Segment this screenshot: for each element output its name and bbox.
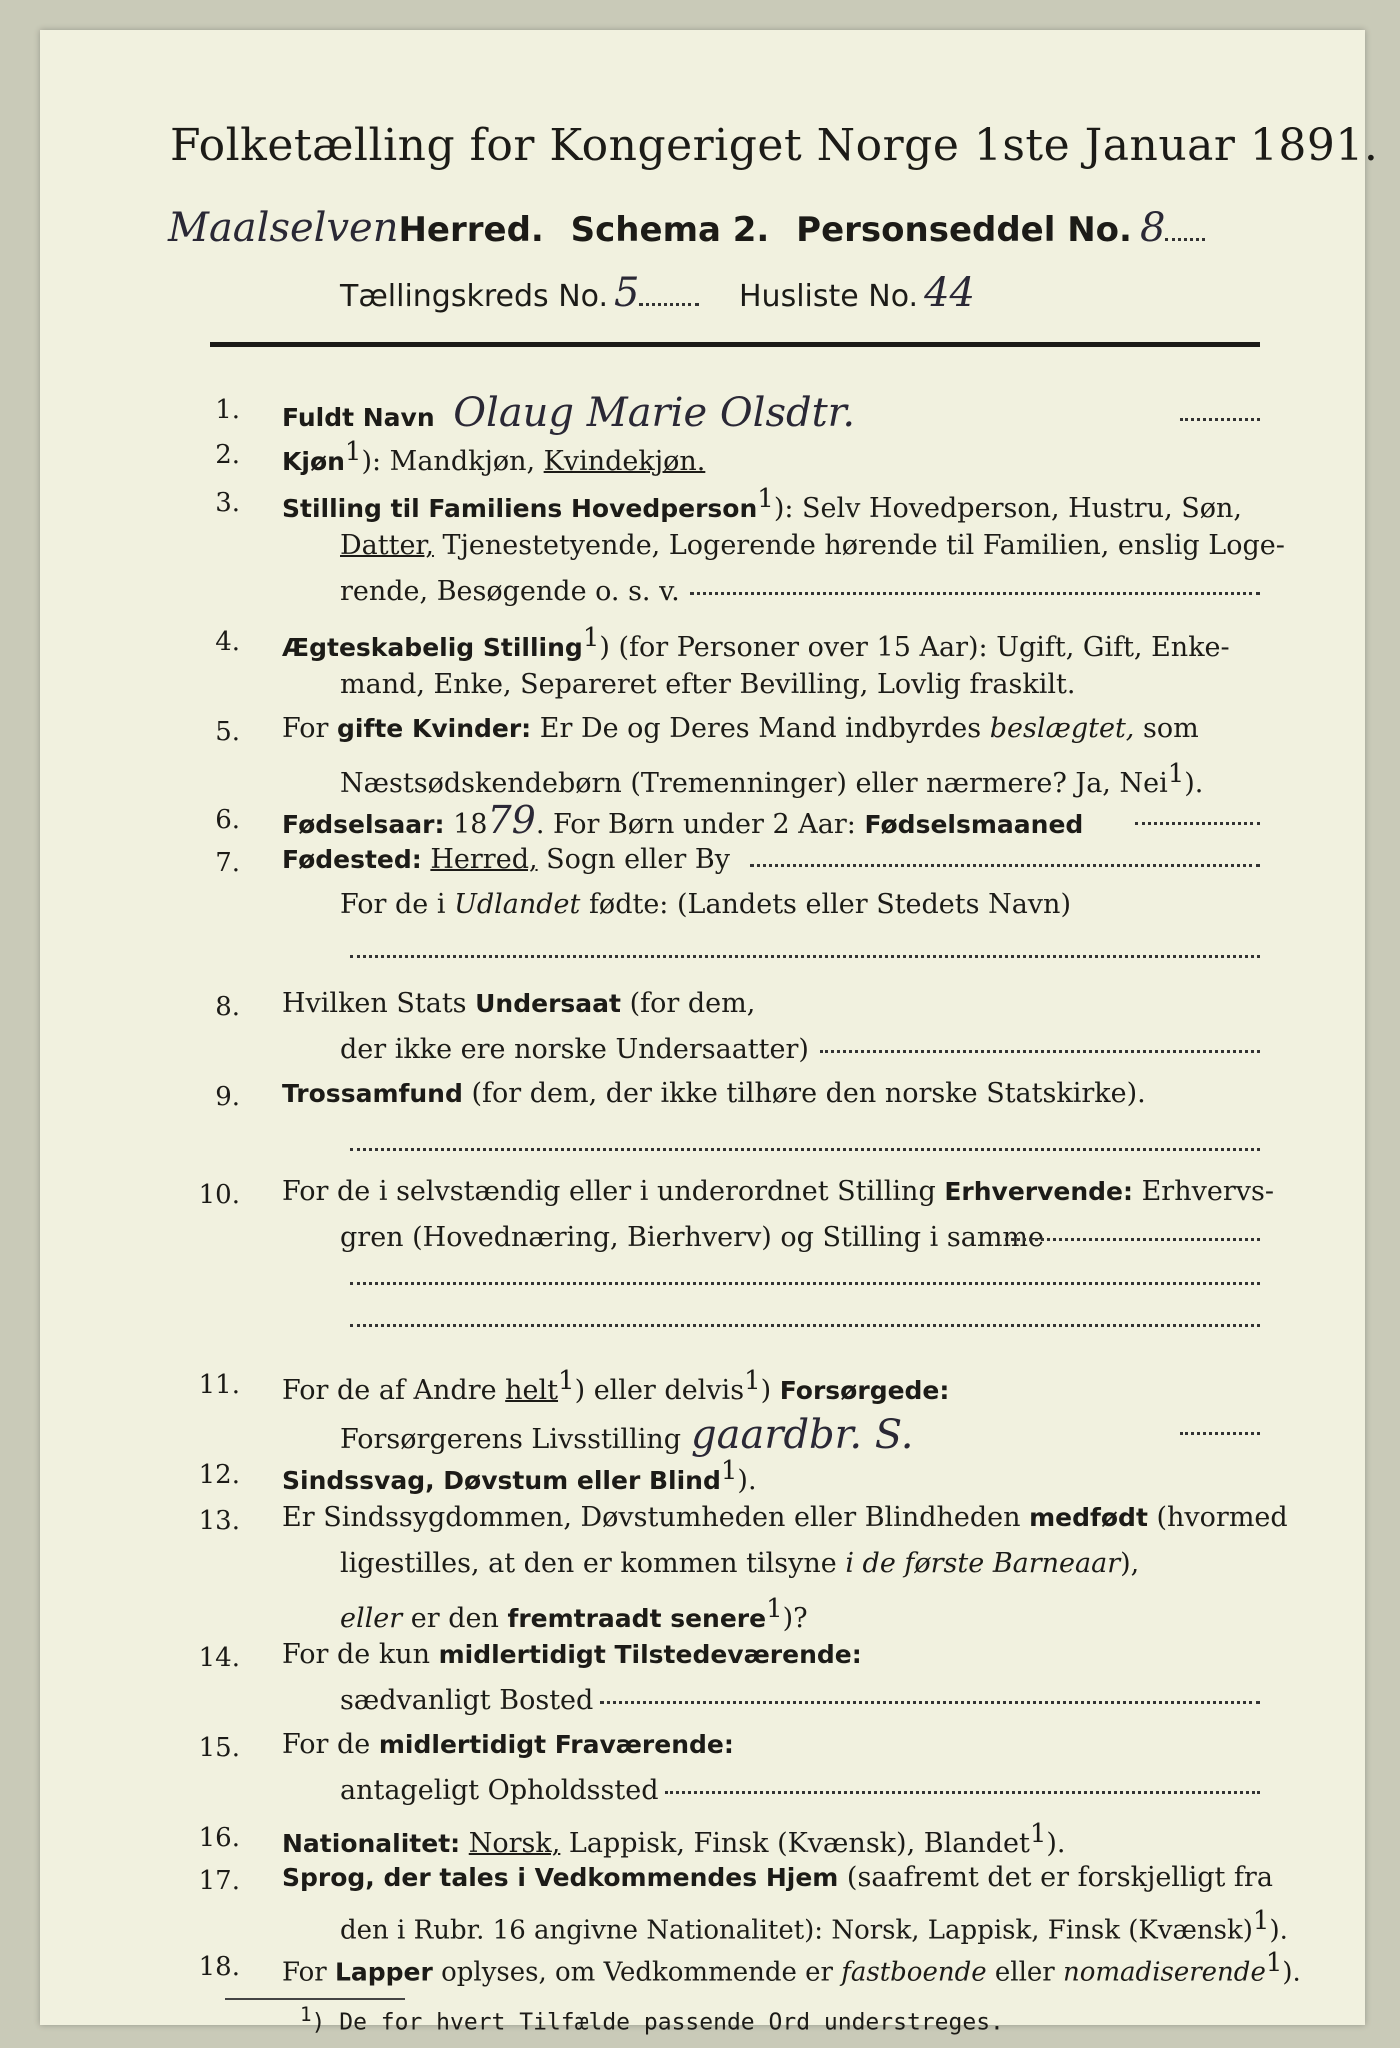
item-7-line1: Fødested: Herred, Sogn eller By [282,844,730,875]
item-15-line1: For de midlertidigt Fraværende: [282,1729,734,1760]
item-6-birth-year: Fødselsaar: 1879. For Børn under 2 Aar: Fødselsmaaned [282,798,1084,842]
item-10-number: 10. [198,1180,240,1210]
item-17-line1: Sprog, der tales i Vedkommendes Hjem (saafremt det er forskjelligt fra [282,1862,1273,1893]
personseddel-value: 8 [1139,205,1166,251]
item-4-line2: mand, Enke, Separeret efter Bevilling, Lovlig fraskilt. [340,669,1076,700]
item-17-number: 17. [198,1866,240,1896]
item-3-number: 3. [215,488,240,518]
relation-selected: Datter, [340,530,434,561]
item-12-number: 12. [198,1460,240,1490]
husliste-value: 44 [924,270,975,316]
item-10-line1: For de i selvstændig eller i underordnet Stilling Erhvervende: Erhvervs- [282,1176,1274,1207]
item-13-line1: Er Sindssygdommen, Døvstumheden eller Blindheden medfødt (hvormed [282,1502,1288,1533]
husliste-label: Husliste No. [739,279,919,314]
item-8-line2: der ikke ere norske Undersaatter) [340,1034,809,1065]
item-10-line2: gren (Hovednæring, Bierhverv) og Stilling i samme [340,1222,1045,1253]
item-8-number: 8. [215,992,240,1022]
item-5-line1: For gifte Kvinder: Er De og Deres Mand indbyrdes beslægtet, som [282,713,1199,744]
item-16-nationality: Nationalitet: Norsk, Lappisk, Finsk (Kvænsk), Blandet$^1$). [282,1819,1066,1859]
item-4-line1: Ægteskabelig Stilling$^1$) (for Personer over 15 Aar): Ugift, Gift, Enke- [282,623,1230,663]
herred-line [168,205,1205,251]
item-9-number: 9. [215,1082,240,1112]
birthplace-selected: Herred, [430,844,538,875]
item-16-number: 16. [198,1823,240,1853]
item-2-number: 2. [215,440,240,470]
schema-label: Schema 2. [570,210,770,250]
item-11-line2: Forsørgerens Livsstilling gaardbr. S. [340,1412,914,1458]
item-17-line2: den i Rubr. 16 angivne Nationalitet): Norsk, Lappisk, Finsk (Kvænsk)$^1$). [340,1906,1288,1946]
item-3-line3: rende, Besøgende o. s. v. [340,576,680,607]
item-3-line2: Datter, Tjenestetyende, Logerende hørende til Familien, enslig Loge- [340,530,1285,561]
item-18-lapps: For Lapper oplyses, om Vedkommende er fastboende eller nomadiserende$^1$). [282,1948,1301,1988]
item-11-line1: For de af Andre helt$^1$) eller delvis$^1$) Forsørgede: [282,1366,950,1406]
sex-selected: Kvindekjøn. [543,446,706,477]
item-15-number: 15. [198,1733,240,1763]
item-1-label: Fuldt Navn [282,403,435,432]
item-2-sex: Kjøn$^1$): Mandkjøn, Kvindekjøn. [282,437,706,477]
header-rule [210,342,1260,347]
item-14-line2: sædvanligt Bosted [340,1685,594,1716]
item-13-line2: ligestilles, at den er kommen tilsyne i de første Barneaar), [340,1548,1140,1579]
item-5-number: 5. [215,717,240,747]
item-7-line2: For de i Udlandet fødte: (Landets eller Stedets Navn) [340,889,1071,920]
kreds-line [340,270,975,316]
item-4-number: 4. [215,627,240,657]
personseddel-label: Personseddel No. [796,210,1132,250]
item-14-number: 14. [198,1643,240,1673]
item-14-line1: For de kun midlertidigt Tilstedeværende: [282,1639,862,1670]
herred-label: Herred. [398,210,544,250]
item-1-number: 1. [215,395,240,425]
item-3-line1: Stilling til Familiens Hovedperson$^1$): Selv Hovedperson, Hustru, Søn, [282,484,1242,524]
item-13-number: 13. [198,1506,240,1536]
form-title: Folketælling for Kongeriget Norge 1ste Januar 1891. [170,120,1379,171]
item-1-full-name [282,390,855,436]
item-9-religion: Trossamfund (for dem, der ikke tilhøre den norske Statskirke). [282,1078,1146,1109]
item-6-number: 6. [215,805,240,835]
item-7-number: 7. [215,848,240,878]
kreds-label: Tællingskreds No. [340,279,608,314]
item-5-line2: Næstsødskendebørn (Tremenninger) eller nærmere? Ja, Nei$^1$). [340,759,1204,799]
provider-occupation-value: gaardbr. S. [691,1412,914,1458]
full-name-value: Olaug Marie Olsdtr. [453,390,856,436]
footnote: $^1$) De for hvert Tilfælde passende Ord understreges. [300,2003,1004,2036]
item-8-line1: Hvilken Stats Undersaat (for dem, [282,988,756,1019]
kreds-value: 5 [614,270,640,316]
item-15-line2: antageligt Opholdssted [340,1775,659,1806]
item-11-number: 11. [198,1370,240,1400]
item-18-number: 18. [198,1952,240,1982]
footnote-rule [225,1998,405,2000]
nationality-selected: Norsk, [468,1828,561,1859]
item-12-disability: Sindssvag, Døvstum eller Blind$^1$). [282,1456,757,1496]
herred-value: Maalselven [168,205,399,251]
census-form-sheet [40,30,1365,2025]
birth-year-value: 79 [487,798,536,842]
item-13-line3: eller er den fremtraadt senere$^1$)? [340,1594,808,1634]
